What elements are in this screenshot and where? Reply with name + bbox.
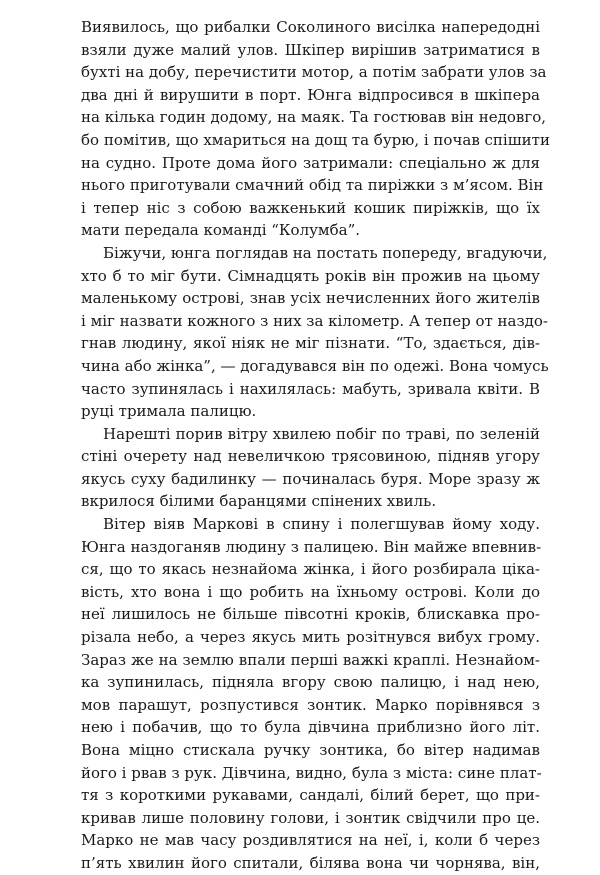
paragraph-3 — [81, 423, 540, 513]
text-line: нього приготували смачний обід та пиріжки з м’ясом. Він — [81, 176, 544, 195]
text-line: хто б то міг бути. Сімнадцять років він прожив на цьому — [81, 266, 540, 285]
text-line: гнав людину, якої ніяк не міг пізнати. “То, здається, дів- — [81, 334, 540, 353]
text-line: Нарешті порив вітру хвилею побіг по траві, по зеленій — [103, 424, 540, 443]
text-line: Юнга наздоганяв людину з палицею. Він майже впевнив- — [81, 537, 542, 556]
text-line: вкрилося білими баранцями спінених хвиль. — [81, 492, 437, 511]
text-line: руці тримала палицю. — [81, 402, 257, 421]
text-line: вість, хто вона і що робить на їхньому острові. Коли до — [81, 582, 540, 601]
text-line: ся, що то якась незнайома жінка, і його розбирала ціка- — [81, 560, 540, 579]
text-line: мов парашут, розпустився зонтик. Марко порівнявся з — [81, 695, 540, 714]
text-line: на судно. Проте дома його затримали: спеціально ж для — [81, 153, 540, 172]
text-line: ка зупинилась, підняла вгору свою палицю, і над нею, — [81, 673, 540, 692]
text-line: на кілька годин додому, на маяк. Та гостював він недовго, — [81, 108, 547, 127]
text-line: Біжучи, юнга поглядав на постать попереду, вгадуючи, — [103, 243, 548, 262]
text-line: нею і побачив, що то була дівчина приблизно його літ. — [81, 718, 540, 737]
text-line: чина або жінка”, — догадувався він по одежі. Вона чомусь — [81, 356, 549, 375]
text-line: два дні й вирушити в порт. Юнга відпросився в шкіпера — [81, 85, 540, 104]
text-line: бухті на добу, перечистити мотор, а потім забрати улов за — [81, 63, 547, 82]
text-line: якусь суху бадилинку — починалась буря. Море зразу ж — [81, 469, 540, 488]
text-line: неї лишилось не більше півсотні кроків, блискавка про- — [81, 605, 540, 624]
paragraph-2 — [81, 242, 549, 423]
text-line: часто зупинялась і нахилялась: мабуть, зривала квіти. В — [81, 379, 540, 398]
text-line: Зараз же на землю впали перші важкі краплі. Незнайом- — [81, 650, 540, 669]
text-line: і міг назвати кожного з них за кілометр. А тепер от наздо- — [81, 311, 548, 330]
text-line: його і рвав з рук. Дівчина, видно, була з міста: сине плат- — [81, 763, 542, 782]
text-line: мати передала команді “Колумба”. — [81, 221, 361, 240]
text-line: взяли дуже малий улов. Шкіпер вирішив затриматися в — [81, 40, 540, 59]
text-line: Вітер віяв Маркові в спину і полегшував йому ходу. — [103, 515, 540, 534]
text-line: стіні очерету над невеличкою трясовиною, підняв угору — [81, 447, 540, 466]
text-line: Марко не мав часу роздивлятися на неї, і, коли б через — [81, 831, 540, 850]
text-line: тя з короткими рукавами, сандалі, білий берет, що при- — [81, 786, 540, 805]
text-line: кривав лише половину голови, і зонтик свідчили про це. — [81, 808, 540, 827]
text-line: Виявилось, що рибалки Соколиного висілка напередодні — [81, 18, 540, 36]
text-line: різала небо, а через якусь мить розітнувся вибух грому. — [81, 628, 540, 647]
text-line: і тепер ніс з собою важкенький кошик пиріжків, що їх — [81, 198, 540, 217]
text-line: п’ять хвилин його спитали, білява вона чи чорнява, він, — [81, 853, 540, 872]
paragraph-4 — [81, 513, 540, 875]
text-line: бо помітив, що хмариться на дощ та бурю, і почав спішити — [81, 130, 550, 149]
text-line: маленькому острові, знав усіх нечисленних його жителів — [81, 289, 540, 308]
paragraph-1 — [81, 16, 550, 242]
text-line: Вона міцно стискала ручку зонтика, бо вітер надимав — [81, 741, 540, 759]
